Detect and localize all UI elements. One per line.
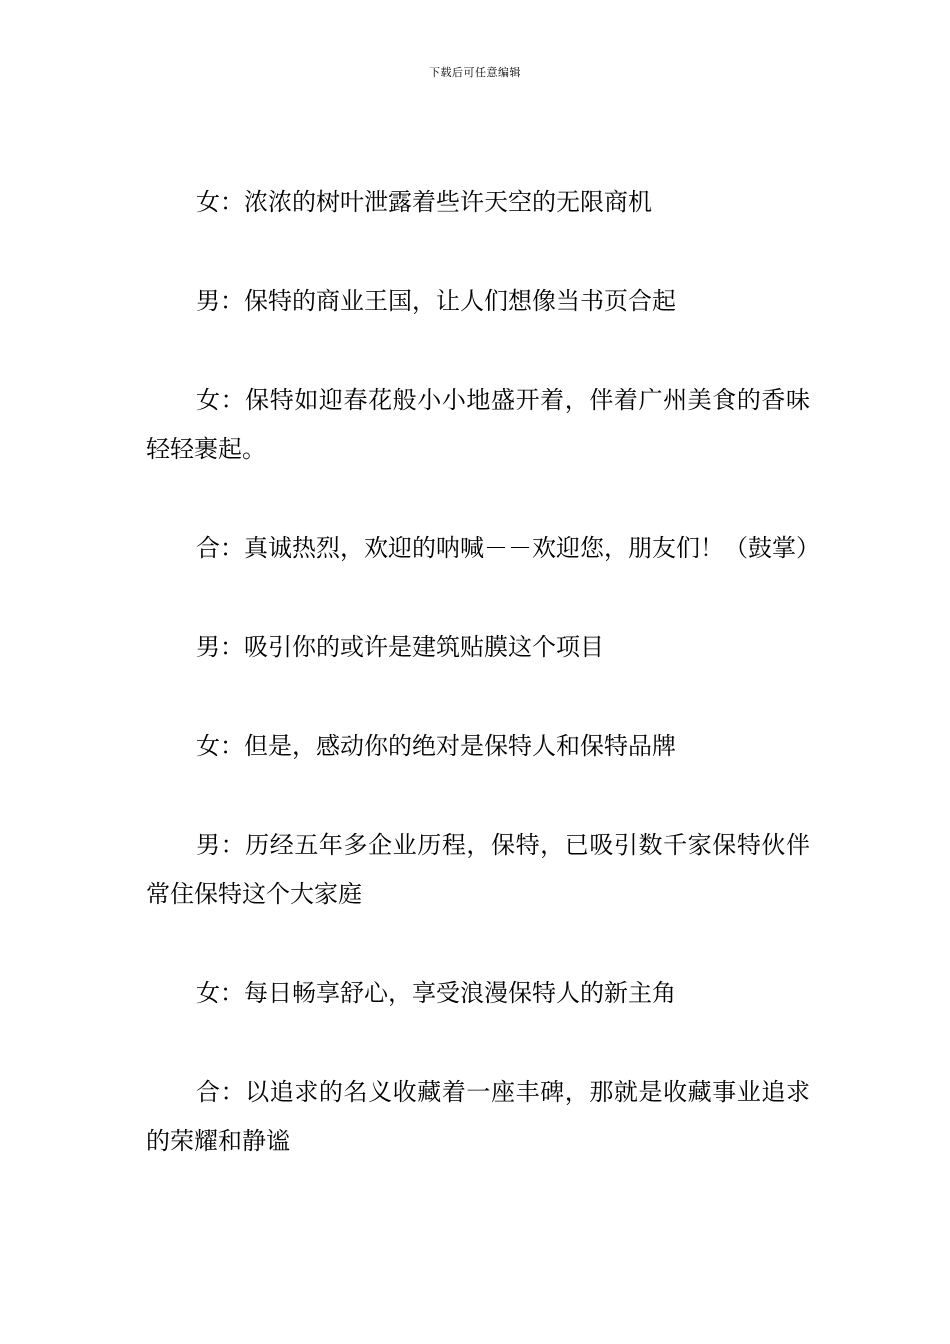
paragraph-7: 男：历经五年多企业历程，保特，已吸引数千家保特伙伴常住保特这个大家庭: [146, 831, 810, 908]
paragraph-8: 女：每日畅享舒心，享受浪漫保特人的新主角: [196, 979, 676, 1007]
document-body: [146, 178, 820, 1216]
paragraph-4: 合：真诚热烈，欢迎的呐喊－－欢迎您，朋友们！（鼓掌）: [196, 534, 820, 562]
paragraph-5: 男：吸引你的或许是建筑贴膜这个项目: [196, 633, 604, 661]
paragraph-9: 合：以追求的名义收藏着一座丰碑，那就是收藏事业追求的荣耀和静谧: [146, 1078, 810, 1155]
paragraph-3: 女：保特如迎春花般小小地盛开着，伴着广州美食的香味轻轻裹起。: [146, 386, 810, 463]
page-header: 下载后可任意编辑: [429, 66, 521, 79]
paragraph-2: 男：保特的商业王国，让人们想像当书页合起: [196, 287, 676, 315]
paragraph-6: 女：但是，感动你的绝对是保特人和保特品牌: [196, 732, 676, 760]
paragraph-1: 女：浓浓的树叶泄露着些许天空的无限商机: [196, 188, 652, 216]
